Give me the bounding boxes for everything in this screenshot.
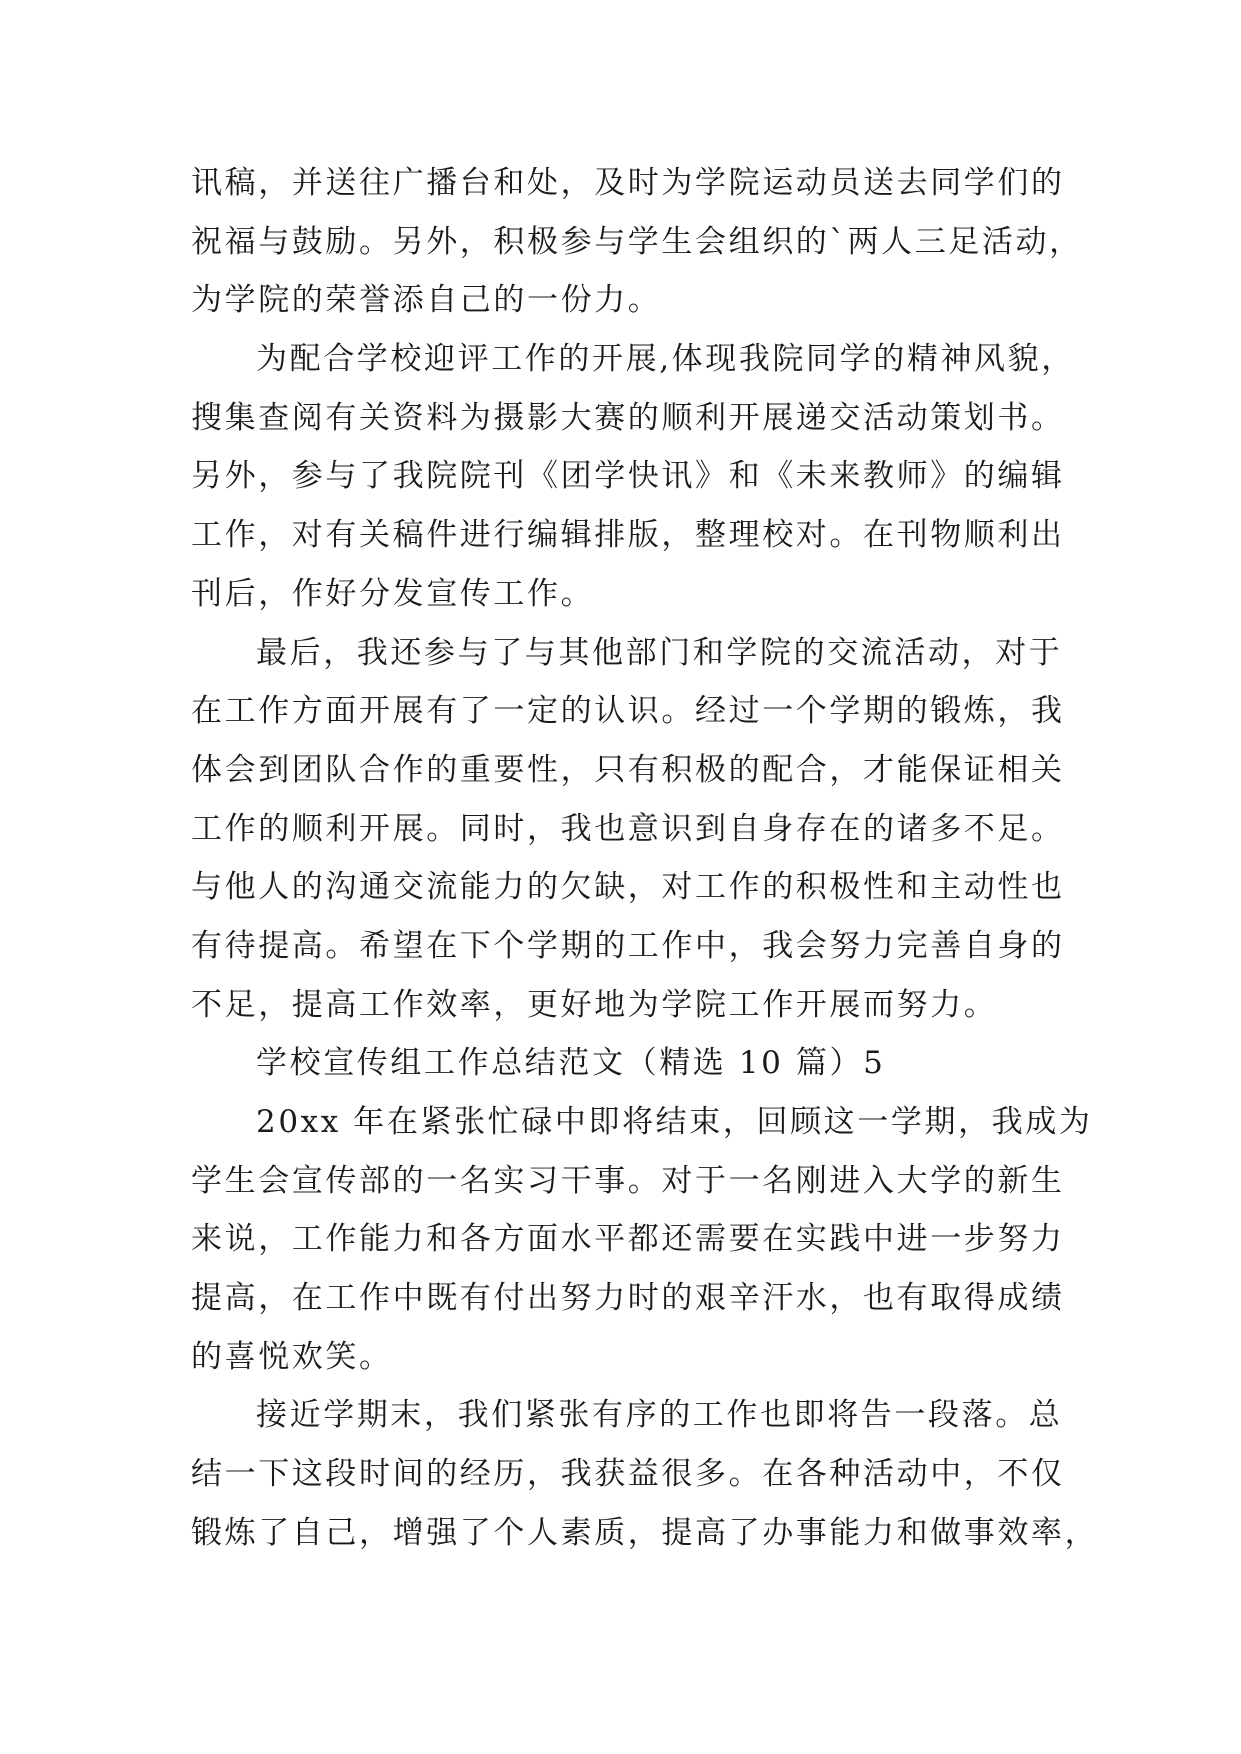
text-line: 讯稿，并送往广播台和处，及时为学院运动员送去同学们的 (191, 165, 1065, 201)
text-line: 为配合学校迎评工作的开展,体现我院同学的精神风貌， (256, 341, 1075, 378)
text-line: 在工作方面开展有了一定的认识。经过一个学期的锻炼，我 (191, 693, 1065, 730)
text-line: 来说，工作能力和各方面水平都还需要在实践中进一步努力 (191, 1221, 1065, 1258)
text-line: 搜集查阅有关资料为摄影大赛的顺利开展递交活动策划书。 (191, 399, 1065, 436)
text-line: 刊后，作好分发宣传工作。 (191, 575, 595, 612)
text-line: 学生会宣传部的一名实习干事。对于一名刚进入大学的新生 (191, 1162, 1065, 1199)
text-line: 与他人的沟通交流能力的欠缺，对工作的积极性和主动性也 (191, 869, 1065, 906)
text-line: 体会到团队合作的重要性，只有积极的配合，才能保证相关 (191, 751, 1065, 788)
text-line: 的喜悦欢笑。 (191, 1338, 393, 1375)
text-line: 提高，在工作中既有付出努力时的艰辛汗水，也有取得成绩 (191, 1280, 1065, 1317)
text-line: 锻炼了自己，增强了个人素质，提高了办事能力和做事效率， (191, 1514, 1099, 1551)
text-line: 工作，对有关稿件进行编辑排版，整理校对。在刊物顺利出 (191, 517, 1065, 554)
text-line: 接近学期末，我们紧张有序的工作也即将告一段落。总 (256, 1397, 1063, 1434)
text-line: 最后，我还参与了与其他部门和学院的交流活动，对于 (256, 634, 1063, 671)
document-body (191, 154, 1099, 1563)
text-line: 不足，提高工作效率，更好地为学院工作开展而努力。 (191, 986, 998, 1023)
text-line: 为学院的荣誉添自己的一份力。 (191, 282, 662, 319)
text-line: 祝福与鼓励。另外，积极参与学生会组织的`两人三足活动， (191, 223, 1083, 260)
text-line: 有待提高。希望在下个学期的工作中，我会努力完善自身的 (191, 927, 1065, 964)
text-line: 学校宣传组工作总结范文（精选 10 篇）5 (256, 1045, 886, 1082)
text-line: 20xx 年在紧张忙碌中即将结束，回顾这一学期，我成为 (256, 1104, 1093, 1140)
text-line: 结一下这段时间的经历，我获益很多。在各种活动中，不仅 (191, 1456, 1065, 1493)
text-line: 工作的顺利开展。同时，我也意识到自身存在的诸多不足。 (191, 810, 1065, 847)
text-line: 另外，参与了我院院刊《团学快讯》和《未来教师》的编辑 (191, 458, 1065, 495)
